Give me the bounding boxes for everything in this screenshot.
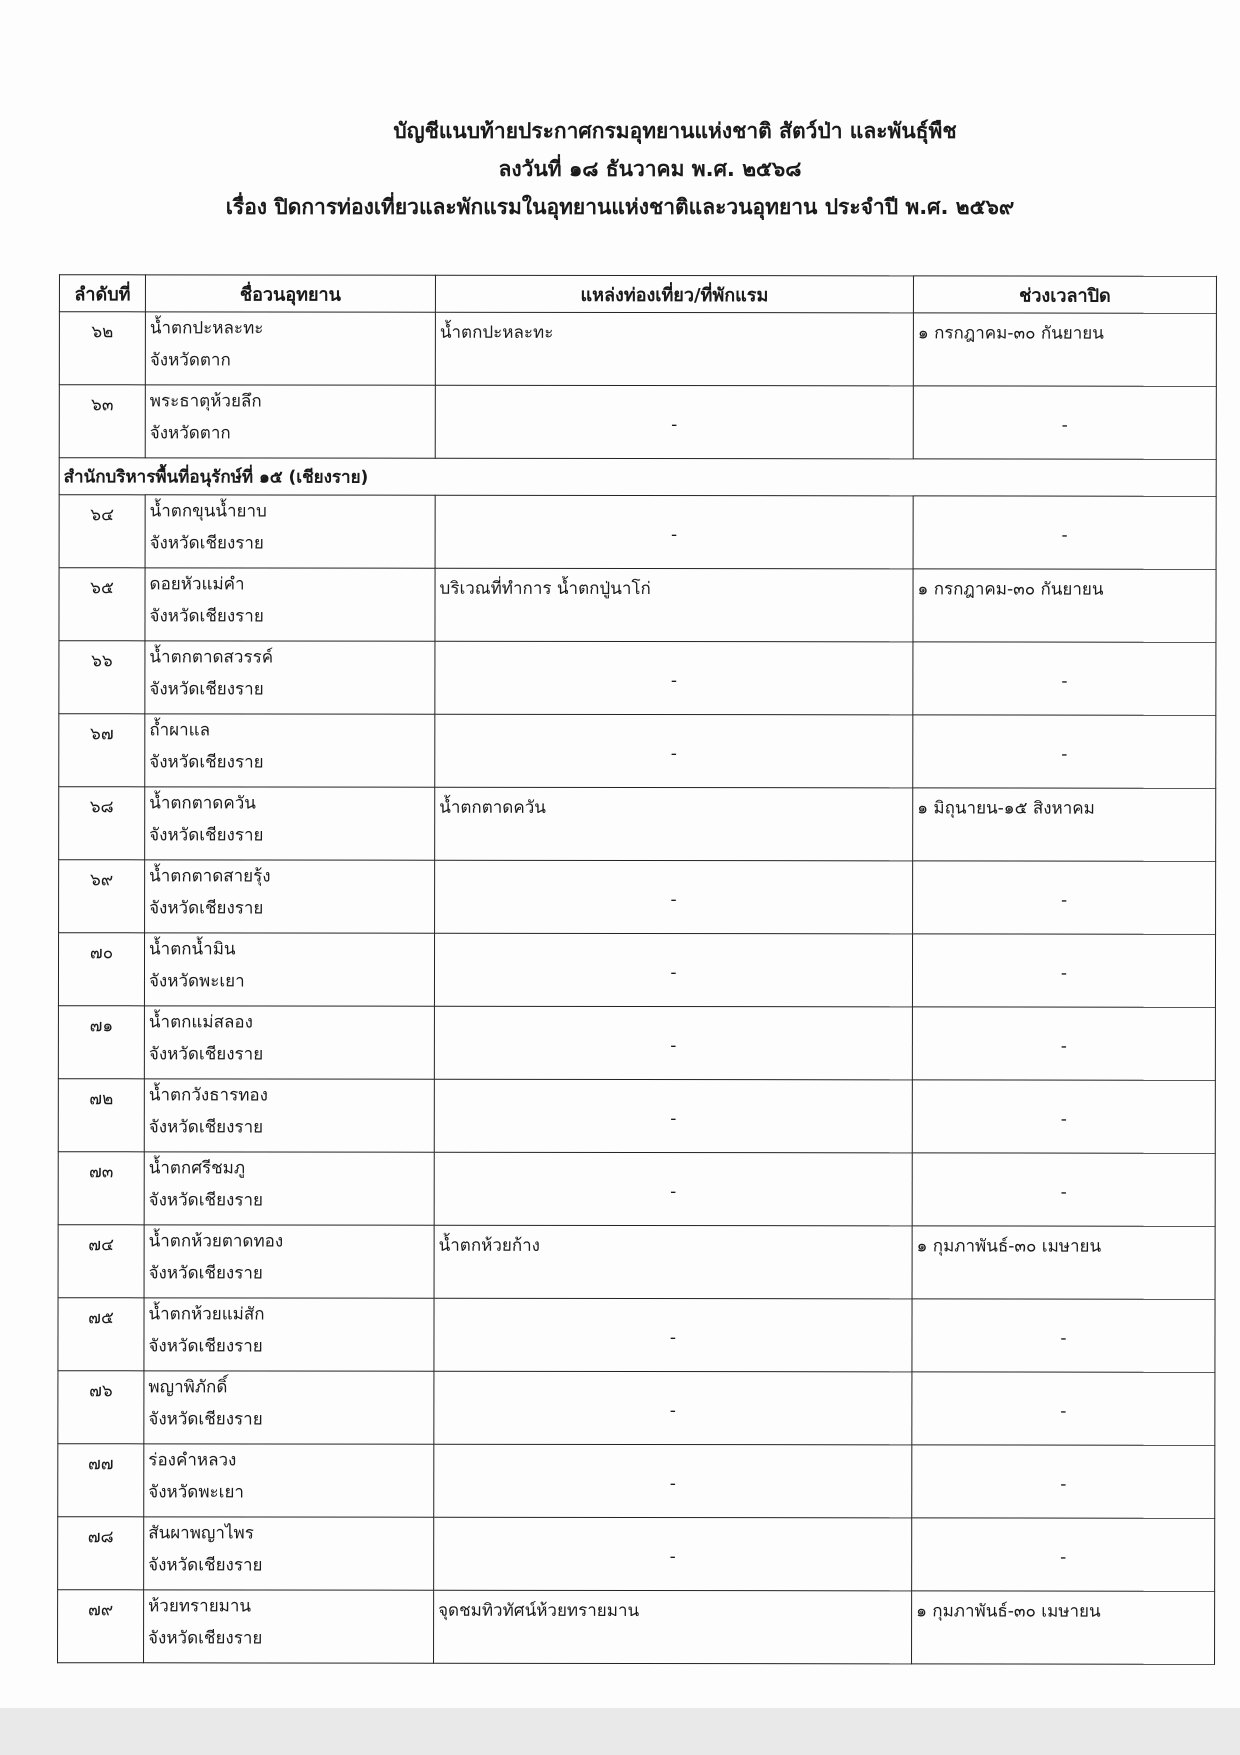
park-province: จังหวัดเชียงราย <box>148 1044 264 1065</box>
table-row <box>58 933 1215 1008</box>
table-row <box>58 1079 1215 1154</box>
park-province: จังหวัดพะเยา <box>148 1482 245 1503</box>
park-cell <box>145 714 435 787</box>
site-cell: บริเวณที่ทำการ น้ำตกปู่นาโก่ <box>435 568 913 642</box>
site-cell: น้ำตกปะหละทะ <box>435 312 913 386</box>
park-cell <box>144 1006 434 1079</box>
park-name: พระธาตุห้วยลึก <box>149 391 262 412</box>
row-number: ๖๗ <box>59 714 145 787</box>
park-name: พญาพิภักดิ์ <box>148 1377 228 1398</box>
site-cell: - <box>435 385 913 459</box>
table-row <box>59 860 1216 935</box>
table-row <box>59 385 1216 460</box>
park-name: น้ำตกศรีชมภู <box>148 1158 246 1179</box>
document-title: บัญชีแนบท้ายประกาศกรมอุทยานแห่งชาติ สัตว์ป่า และพันธุ์พืช <box>393 119 957 143</box>
table-row <box>59 787 1216 862</box>
scan-edge <box>0 1708 1240 1755</box>
table-row <box>58 1517 1215 1592</box>
closure-period-cell: - <box>912 1445 1215 1518</box>
document-date: ลงวันที่ ๑๘ ธันวาคม พ.ศ. ๒๕๖๘ <box>498 157 802 181</box>
site-cell: - <box>434 1079 912 1153</box>
site-cell: จุดชมทิวทัศน์ห้วยทรายมาน <box>434 1590 912 1664</box>
site-cell: - <box>435 860 913 934</box>
closure-period-cell: ๑ กุมภาพันธ์-๓๐ เมษายน <box>912 1226 1215 1299</box>
table-row <box>58 1298 1215 1373</box>
row-number: ๖๓ <box>59 385 145 458</box>
row-number: ๗๓ <box>58 1152 144 1225</box>
site-cell: น้ำตกห้วยก้าง <box>434 1225 912 1299</box>
row-number: ๖๔ <box>59 495 145 568</box>
park-cell <box>144 1517 434 1590</box>
row-number: ๗๙ <box>58 1590 144 1663</box>
site-cell: - <box>435 714 913 788</box>
document-subject: เรื่อง ปิดการท่องเที่ยวและพักแรมในอุทยานแห่งชาติและวนอุทยาน ประจำปี พ.ศ. ๒๕๖๙ <box>225 195 1015 219</box>
closure-period-cell: - <box>913 642 1216 715</box>
row-number: ๖๘ <box>59 787 145 860</box>
section-row <box>59 458 1216 497</box>
closure-period-cell: - <box>912 1299 1215 1372</box>
park-name: น้ำตกห้วยแม่สัก <box>148 1304 265 1325</box>
site-cell: - <box>434 1298 912 1372</box>
park-province: จังหวัดเชียงราย <box>149 533 264 554</box>
column-header-site: แหล่งท่องเที่ยว/ที่พักแรม <box>435 275 913 313</box>
closure-period-cell: - <box>913 715 1216 788</box>
park-cell <box>145 787 435 860</box>
closure-period-cell: - <box>912 1080 1215 1153</box>
park-province: จังหวัดตาก <box>149 350 231 371</box>
site-cell: - <box>434 1517 912 1591</box>
park-name: น้ำตกแม่สลอง <box>148 1012 253 1033</box>
table-row <box>59 495 1216 570</box>
document-header <box>0 112 1240 226</box>
park-province: จังหวัดเชียงราย <box>148 1336 263 1357</box>
park-province: จังหวัดเชียงราย <box>149 679 264 700</box>
park-cell <box>144 1225 434 1298</box>
park-cell <box>145 385 435 458</box>
section-title: สำนักบริหารพื้นที่อนุรักษ์ที่ ๑๕ (เชียงราย) <box>59 458 1216 497</box>
park-cell <box>144 1298 434 1371</box>
park-province: จังหวัดตาก <box>149 423 231 444</box>
park-name: น้ำตกห้วยตาดทอง <box>148 1231 284 1252</box>
closure-period-cell: - <box>912 1518 1215 1591</box>
row-number: ๗๖ <box>58 1371 144 1444</box>
closure-period-cell: - <box>913 496 1216 569</box>
park-cell <box>145 860 435 933</box>
closure-period-cell: ๑ กรกฎาคม-๓๐ กันยายน <box>913 569 1216 642</box>
table-row <box>59 568 1216 643</box>
site-cell: - <box>434 1371 912 1445</box>
closure-period-cell: - <box>912 934 1215 1007</box>
row-number: ๖๕ <box>59 568 145 641</box>
table-row <box>59 714 1216 789</box>
site-cell: - <box>435 641 913 715</box>
park-name: น้ำตกขุนน้ำยาบ <box>149 501 267 522</box>
closure-period-cell: - <box>912 1153 1215 1226</box>
row-number: ๗๑ <box>58 1006 144 1079</box>
table-row <box>58 1590 1215 1665</box>
table-row <box>59 641 1216 716</box>
closure-period-cell: - <box>912 1372 1215 1445</box>
park-cell <box>144 1444 434 1517</box>
park-name: ดอยหัวแม่คำ <box>149 574 245 595</box>
column-header-no: ลำดับที่ <box>59 275 145 312</box>
park-province: จังหวัดเชียงราย <box>148 1409 263 1430</box>
park-cell <box>144 1079 434 1152</box>
park-cell <box>144 1371 434 1444</box>
park-name: สันผาพญาไพร <box>148 1523 254 1544</box>
row-number: ๗๔ <box>58 1225 144 1298</box>
site-cell: - <box>434 933 912 1007</box>
table-row <box>58 1006 1215 1081</box>
park-cell <box>145 495 435 568</box>
park-province: จังหวัดเชียงราย <box>148 1555 263 1576</box>
row-number: ๗๐ <box>58 933 144 1006</box>
park-province: จังหวัดเชียงราย <box>148 1263 263 1284</box>
site-cell: - <box>434 1006 912 1080</box>
site-cell: - <box>434 1444 912 1518</box>
park-cell <box>145 641 435 714</box>
park-name: น้ำตกน้ำมิน <box>149 939 236 960</box>
table-row <box>59 312 1216 387</box>
park-name: น้ำตกตาดควัน <box>149 793 256 814</box>
closure-period-cell: - <box>912 1007 1215 1080</box>
table-row <box>58 1444 1215 1519</box>
park-cell <box>145 568 435 641</box>
closure-period-cell: ๑ กุมภาพันธ์-๓๐ เมษายน <box>912 1591 1215 1664</box>
closure-period-cell: ๑ มิถุนายน-๑๕ สิงหาคม <box>913 788 1216 861</box>
park-cell <box>144 933 434 1006</box>
column-header-closure-period: ช่วงเวลาปิด <box>913 276 1216 313</box>
park-province: จังหวัดเชียงราย <box>149 606 264 627</box>
park-province: จังหวัดเชียงราย <box>149 752 264 773</box>
park-province: จังหวัดพะเยา <box>148 971 245 992</box>
park-cell <box>145 312 435 385</box>
closure-table <box>57 274 1217 1665</box>
table-row <box>58 1225 1215 1300</box>
park-province: จังหวัดเชียงราย <box>149 898 264 919</box>
park-name: น้ำตกวังธารทอง <box>148 1085 268 1106</box>
column-header-park-name: ชื่อวนอุทยาน <box>145 275 435 312</box>
row-number: ๗๘ <box>58 1517 144 1590</box>
park-name: ห้วยทรายมาน <box>148 1596 252 1617</box>
row-number: ๗๕ <box>58 1298 144 1371</box>
park-cell <box>144 1152 434 1225</box>
table-row <box>58 1371 1215 1446</box>
park-name: ร่องคำหลวง <box>148 1450 237 1471</box>
park-name: ถ้ำผาแล <box>149 720 211 741</box>
row-number: ๖๙ <box>59 860 145 933</box>
row-number: ๖๖ <box>59 641 145 714</box>
table-header-row <box>59 275 1216 314</box>
park-province: จังหวัดเชียงราย <box>148 1628 263 1649</box>
park-name: น้ำตกตาดสวรรค์ <box>149 647 274 668</box>
site-cell: - <box>435 495 913 569</box>
closure-period-cell: ๑ กรกฎาคม-๓๐ กันยายน <box>913 313 1216 386</box>
park-province: จังหวัดเชียงราย <box>148 1190 264 1211</box>
row-number: ๖๒ <box>59 312 145 385</box>
park-cell <box>144 1590 434 1663</box>
site-cell: น้ำตกตาดควัน <box>435 787 913 861</box>
park-province: จังหวัดเชียงราย <box>149 825 264 846</box>
park-name: น้ำตกปะหละทะ <box>149 318 264 339</box>
table-row <box>58 1152 1215 1227</box>
site-cell: - <box>434 1152 912 1226</box>
row-number: ๗๗ <box>58 1444 144 1517</box>
closure-period-cell: - <box>913 386 1216 459</box>
park-province: จังหวัดเชียงราย <box>148 1117 264 1138</box>
park-name: น้ำตกตาดสายรุ้ง <box>149 866 271 887</box>
row-number: ๗๒ <box>58 1079 144 1152</box>
closure-period-cell: - <box>913 861 1216 934</box>
